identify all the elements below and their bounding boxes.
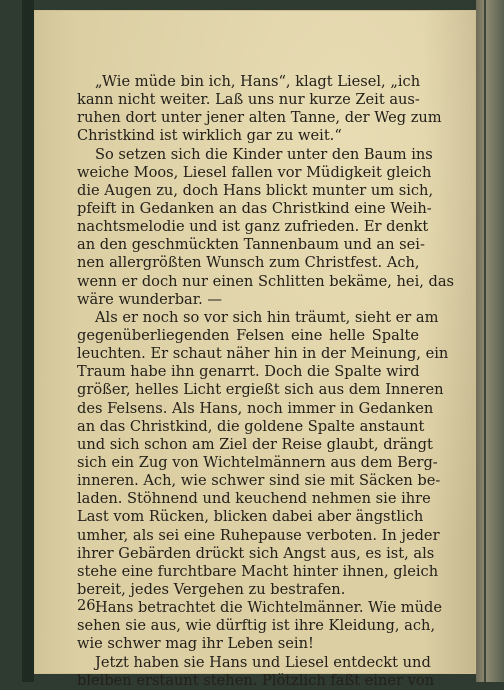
text-line: weiche Moos, Liesel fallen vor Müdigkeit gleich <box>77 163 432 181</box>
page-number: 26 <box>77 597 96 614</box>
text-line: bleiben erstaunt stehen. Plötzlich faßt einer von <box>77 671 435 689</box>
text-line: So setzen sich die Kinder unter den Baum ins <box>95 145 433 163</box>
text-line: Christkind ist wirklich gar zu weit.“ <box>77 127 342 145</box>
text-line: Traum habe ihn genarrt. Doch die Spalte wird <box>77 363 420 381</box>
text-line: gegenüberliegenden Felsen eine helle Spalte <box>77 326 419 344</box>
text-line: an das Christkind, die goldene Spalte anstaunt <box>77 417 425 435</box>
page-text <box>77 73 455 690</box>
text-line: leuchten. Er schaut näher hin in der Meinung, ein <box>77 345 449 363</box>
text-line: Hans betrachtet die Wichtelmänner. Wie müde <box>95 599 443 617</box>
text-line: ihrer Gebärden drückt sich Angst aus, es ist, als <box>77 544 435 562</box>
text-line: des Felsens. Als Hans, noch immer in Gedanken <box>77 399 434 417</box>
text-line: Jetzt haben sie Hans und Liesel entdeckt und <box>95 653 431 671</box>
spine-ridge <box>484 0 486 682</box>
text-line: pfeift in Gedanken an das Christkind eine Weih- <box>77 199 432 217</box>
text-line: inneren. Ach, wie schwer sind sie mit Säcken be- <box>77 472 441 490</box>
text-line: an den geschmückten Tannenbaum und an sei- <box>77 236 425 254</box>
text-line: Als er noch so vor sich hin träumt, sieht er am <box>95 308 439 326</box>
text-line: ruhen dort unter jener alten Tanne, der Weg zum <box>77 109 442 127</box>
text-line: nen allergrößten Wunsch zum Christfest. Ach, <box>77 254 420 272</box>
text-line: größer, helles Licht ergießt sich aus dem Inneren <box>77 381 444 399</box>
text-line: die Augen zu, doch Hans blickt munter um sich, <box>77 181 434 199</box>
text-line: Last vom Rücken, blicken dabei aber ängstlich <box>77 508 424 526</box>
book-spine <box>476 0 504 682</box>
text-line: kann nicht weiter. Laß uns nur kurze Zeit aus- <box>77 91 420 109</box>
text-line: „Wie müde bin ich, Hans“, klagt Liesel, „ich <box>95 73 421 90</box>
text-line: wäre wunderbar. — <box>77 290 222 308</box>
text-line: sich ein Zug von Wichtelmännern aus dem Berg- <box>77 453 438 471</box>
text-line: und sich schon am Ziel der Reise glaubt, drängt <box>77 435 433 453</box>
text-line: laden. Stöhnend und keuchend nehmen sie ihre <box>77 490 431 508</box>
book-cover-edge <box>22 0 34 682</box>
text-line: umher, als sei eine Ruhepause verboten. In jeder <box>77 526 440 544</box>
text-line: bereit, jedes Vergehen zu bestrafen. <box>77 580 346 598</box>
text-line: wenn er doch nur einen Schlitten bekäme, hei, das <box>77 272 455 290</box>
text-line: sehen sie aus, wie dürftig ist ihre Kleidung, ach, <box>77 617 436 635</box>
text-line: stehe eine furchtbare Macht hinter ihnen, gleich <box>77 562 439 580</box>
text-line: nachtsmelodie und ist ganz zufrieden. Er denkt <box>77 218 429 236</box>
text-line: wie schwer mag ihr Leben sein! <box>77 635 314 653</box>
